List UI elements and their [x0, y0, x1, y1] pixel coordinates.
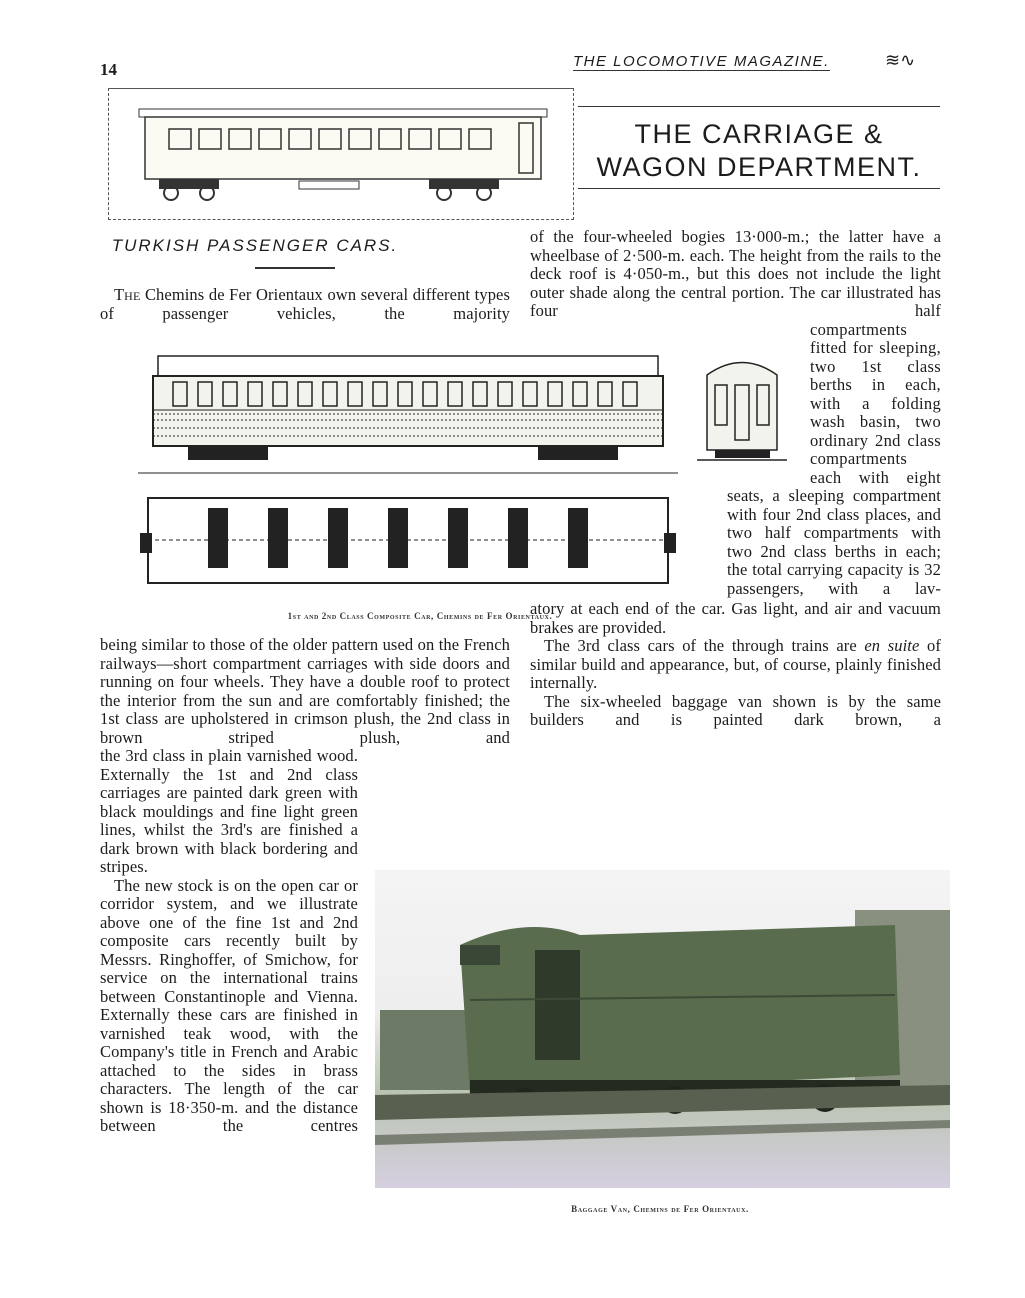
right-text-part-3: seats, a sleeping compartment with four 2nd class places, and two half compartments with two 2nd class berths in each; the total carrying capacity is 32 passengers, with a lav-	[727, 486, 941, 598]
section-title-line1: THE CARRIAGE &	[634, 119, 884, 149]
drawing-caption: 1st and 2nd Class Composite Car, Chemins de Fer Orientaux.	[287, 611, 553, 621]
title-ornament-rule	[255, 267, 335, 269]
composite-car-drawing	[118, 348, 693, 603]
left-paragraph-1-continued: being similar to those of the older pattern used on the French railways—short compartment carriages with side doors and running on four wheels. They have a double roof to protect the interior from the sun and are comfortably finished; the 1st class are upholstered in crimson plush, the 2nd class in brown striped plush, and	[100, 635, 510, 747]
left-paragraph-2: The new stock is on the open car or corridor system, and we illustrate above one of the fine 1st and 2nd composite cars recently built by Messrs. Ringhoffer, of Smichow, for service on the international trains between Constantinople and Vienna. Externally these cars are finished in varnished teak wood, with the Company's title in French and Arabic attached to the sides in brass characters. The length of the car shown is 18·350-m. and the distance between the centres	[100, 875, 358, 1135]
left-narrow-column	[100, 747, 358, 1136]
right-text-part-4: atory at each end of the car. Gas light, and air and vacuum brakes are provided.	[530, 599, 941, 637]
right-text-part-1: of the four-wheeled bogies 13·000-m.; the latter have a wheelbase of 2·500-m. each. The height from the rails to the deck roof is 4·050-m., but this does not include the light outer shade along the central portion. The car illustrated has four half	[530, 227, 941, 320]
section-title-rule-bottom	[578, 188, 940, 189]
left-paragraph-1-start	[100, 286, 510, 323]
article-title: TURKISH PASSENGER CARS.	[111, 236, 399, 255]
right-paragraph-2: The 3rd class cars of the through trains are en suite of similar build and appearance, but, of course, plainly finished internally.	[530, 636, 941, 692]
photo-caption: Baggage Van, Chemins de Fer Orientaux.	[571, 1204, 749, 1214]
page-number: 14	[100, 60, 117, 79]
right-paragraph-3: The six-wheeled baggage van shown is by the same builders and is painted dark brown, a	[530, 691, 941, 729]
baggage-van-photo	[375, 870, 950, 1188]
section-title-rule-top	[578, 106, 940, 107]
paragraph-text: Chemins de Fer Orientaux own several different types of passenger vehicles, the majority	[100, 285, 510, 323]
right-text-part-2: compartments fitted for sleeping, two 1st class berths in each, with a folding wash basin, two ordinary 2nd class compartments each with eight	[810, 319, 941, 487]
section-title	[578, 118, 940, 184]
drop-lead-word: The	[114, 285, 141, 304]
car-end-view-drawing	[695, 350, 790, 470]
magazine-title: THE LOCOMOTIVE MAGAZINE.	[573, 53, 830, 70]
section-title-line2: WAGON DEPARTMENT.	[596, 152, 922, 182]
header-carriage-illustration	[108, 88, 574, 220]
left-paragraph-1-narrow: the 3rd class in plain varnished wood. Externally the 1st and 2nd class carriages are painted dark green with black mouldings and fine light green lines, whilst the 3rd's are finished a dark brown with black bordering and stripes.	[100, 746, 358, 876]
italic-phrase: en suite	[864, 636, 920, 655]
header-ornament-icon: ≋∿	[885, 50, 916, 70]
